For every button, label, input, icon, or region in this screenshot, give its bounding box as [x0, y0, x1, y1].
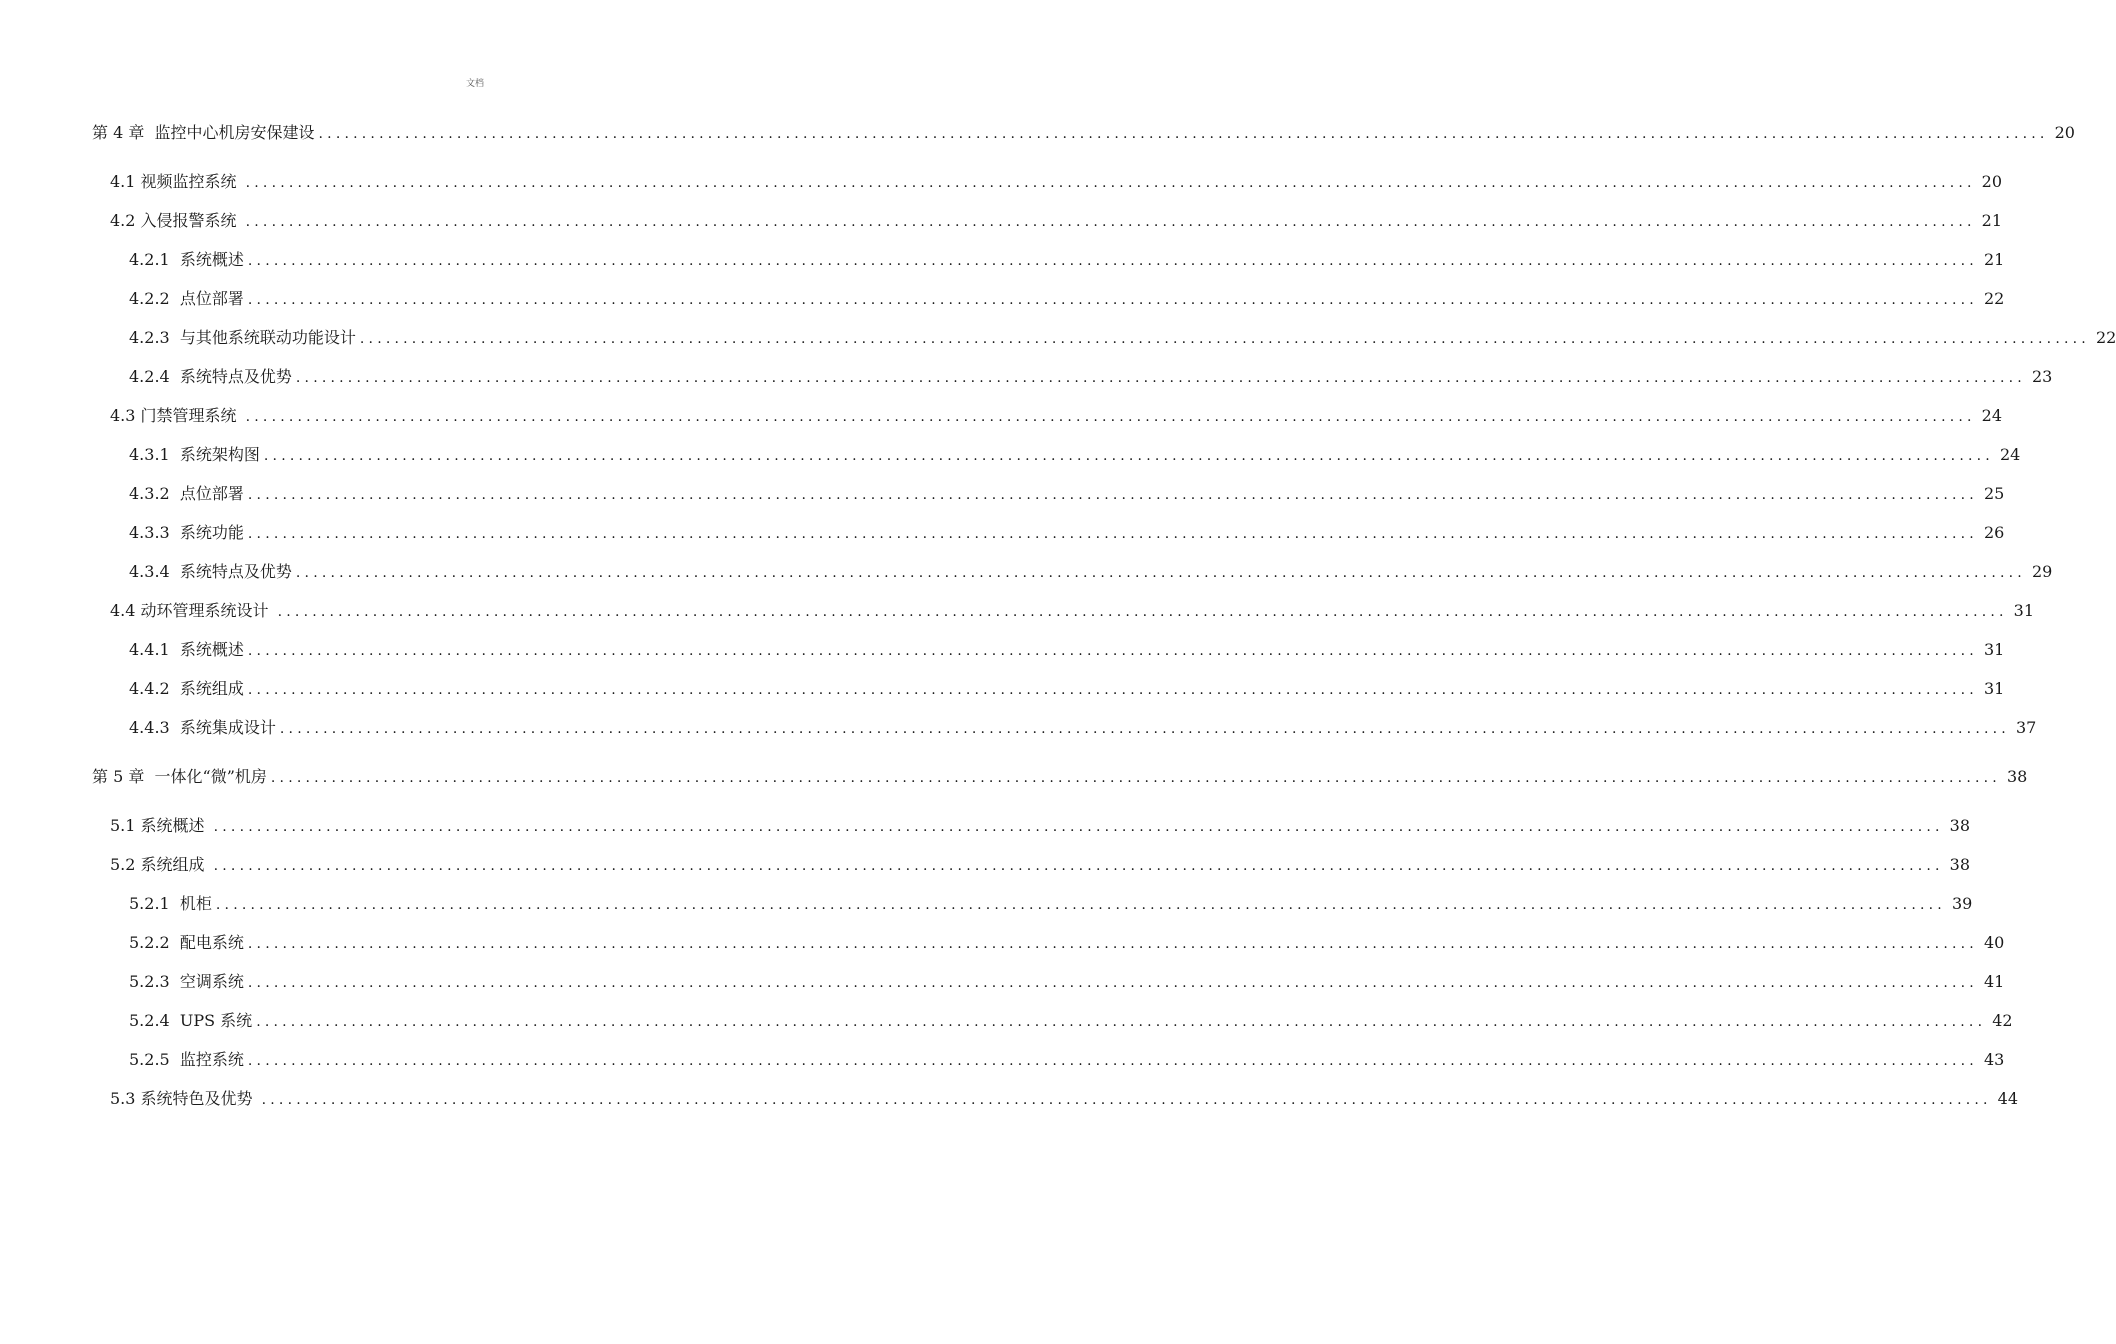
- toc-leader-dots: ........................................................................................................................................................................................................: [295, 565, 2026, 581]
- toc-entry-label: 5.1 系统概述: [110, 816, 210, 835]
- toc-leader-dots: ........................................................................................................................................................................................................: [245, 214, 1976, 230]
- toc-entry-page: 41: [1983, 972, 2005, 991]
- toc-entry-4-3-3[interactable]: [129, 523, 2005, 543]
- toc-leader-dots: ........................................................................................................................................................................................................: [318, 126, 2049, 142]
- toc-entry-5-2-4[interactable]: [129, 1011, 2013, 1031]
- toc-leader-dots: ........................................................................................................................................................................................................: [359, 331, 2090, 347]
- toc-entry-4-3-1[interactable]: [129, 445, 2021, 465]
- toc-entry-page: 23: [2031, 367, 2053, 386]
- toc-entry-label: 4.2 入侵报警系统: [110, 211, 242, 230]
- toc-entry-4-3-2[interactable]: [129, 484, 2005, 504]
- toc-leader-dots: ........................................................................................................................................................................................................: [247, 487, 1978, 503]
- toc-entry-4-2[interactable]: [110, 211, 2003, 231]
- toc-entry-label: 5.2.4 UPS 系统: [129, 1011, 253, 1030]
- toc-entry-page: 44: [1997, 1089, 2019, 1108]
- toc-leader-dots: ........................................................................................................................................................................................................: [245, 409, 1976, 425]
- toc-entry-page: 31: [1983, 640, 2005, 659]
- toc-entry-label: 4.2.2 点位部署: [129, 289, 244, 308]
- toc-entry-4-4-3[interactable]: [129, 718, 2037, 738]
- toc-leader-dots: ........................................................................................................................................................................................................: [247, 643, 1978, 659]
- toc-leader-dots: ........................................................................................................................................................................................................: [261, 1092, 1992, 1108]
- toc-leader-dots: ........................................................................................................................................................................................................: [247, 292, 1978, 308]
- toc-entry-4-2-4[interactable]: [129, 367, 2053, 387]
- toc-entry-page: 38: [1949, 855, 1971, 874]
- toc-entry-page: 42: [1992, 1011, 2013, 1030]
- toc-entry-label: 4.2.1 系统概述: [129, 250, 244, 269]
- toc-leader-dots: ........................................................................................................................................................................................................: [295, 370, 2026, 386]
- toc-entry-page: 37: [2015, 718, 2037, 737]
- toc-entry-5-2-3[interactable]: [129, 972, 2005, 992]
- toc-entry-chapter-4[interactable]: [92, 123, 2075, 143]
- toc-entry-label: 4.1 视频监控系统: [110, 172, 242, 191]
- toc-entry-4-2-2[interactable]: [129, 289, 2005, 309]
- toc-entry-label: 5.3 系统特色及优势: [110, 1089, 258, 1108]
- toc-entry-4-4-1[interactable]: [129, 640, 2005, 660]
- toc-entry-5-1[interactable]: [110, 816, 1971, 836]
- toc-entry-page: 25: [1983, 484, 2005, 503]
- toc-entry-label: 5.2.3 空调系统: [129, 972, 244, 991]
- page-header: 文档: [465, 79, 484, 89]
- toc-entry-label: 4.3.4 系统特点及优势: [129, 562, 292, 581]
- toc-entry-page: 38: [2006, 767, 2028, 786]
- toc-entry-5-2-1[interactable]: [129, 894, 1973, 914]
- toc-entry-label: 5.2 系统组成: [110, 855, 210, 874]
- toc-leader-dots: ........................................................................................................................................................................................................: [247, 975, 1978, 991]
- toc-entry-4-2-1[interactable]: [129, 250, 2005, 270]
- toc-leader-dots: ........................................................................................................................................................................................................: [277, 604, 2008, 620]
- toc-entry-page: 31: [2013, 601, 2035, 620]
- toc-leader-dots: ........................................................................................................................................................................................................: [247, 682, 1978, 698]
- toc-entry-4-3[interactable]: [110, 406, 2003, 426]
- toc-entry-page: 21: [1983, 250, 2005, 269]
- toc-entry-page: 22: [1983, 289, 2005, 308]
- toc-entry-label: 4.2.4 系统特点及优势: [129, 367, 292, 386]
- toc-leader-dots: ........................................................................................................................................................................................................: [263, 448, 1994, 464]
- toc-entry-page: 20: [1981, 172, 2003, 191]
- toc-leader-dots: ........................................................................................................................................................................................................: [256, 1014, 1987, 1030]
- toc-entry-page: 29: [2031, 562, 2053, 581]
- toc-entry-label: 4.2.3 与其他系统联动功能设计: [129, 328, 356, 347]
- toc-entry-page: 43: [1983, 1050, 2005, 1069]
- toc-entry-label: 5.2.5 监控系统: [129, 1050, 244, 1069]
- toc-entry-page: 40: [1983, 933, 2005, 952]
- toc-entry-page: 31: [1983, 679, 2005, 698]
- toc-entry-4-2-3[interactable]: [129, 328, 2116, 348]
- toc-leader-dots: ........................................................................................................................................................................................................: [215, 897, 1946, 913]
- toc-entry-page: 24: [1999, 445, 2021, 464]
- toc-leader-dots: ........................................................................................................................................................................................................: [247, 1053, 1978, 1069]
- toc-entry-5-2[interactable]: [110, 855, 1971, 875]
- toc-leader-dots: ........................................................................................................................................................................................................: [247, 526, 1978, 542]
- toc-entry-page: 22: [2095, 328, 2116, 347]
- toc-entry-4-4-2[interactable]: [129, 679, 2005, 699]
- toc-entry-label: 第 5 章 一体化“微”机房: [92, 767, 267, 786]
- toc-entry-4-1[interactable]: [110, 172, 2003, 192]
- toc-entry-page: 39: [1951, 894, 1973, 913]
- toc-leader-dots: ........................................................................................................................................................................................................: [270, 770, 2001, 786]
- toc-entry-label: 4.3.1 系统架构图: [129, 445, 260, 464]
- toc-entry-label: 4.4 动环管理系统设计: [110, 601, 274, 620]
- toc-entry-label: 第 4 章 监控中心机房安保建设: [92, 123, 315, 142]
- toc-entry-page: 21: [1981, 211, 2003, 230]
- toc-entry-label: 5.2.2 配电系统: [129, 933, 244, 952]
- toc-entry-label: 4.4.1 系统概述: [129, 640, 244, 659]
- toc-leader-dots: ........................................................................................................................................................................................................: [247, 253, 1978, 269]
- toc-entry-label: 4.4.2 系统组成: [129, 679, 244, 698]
- toc-entry-5-2-5[interactable]: [129, 1050, 2005, 1070]
- toc-entry-page: 26: [1983, 523, 2005, 542]
- toc-entry-label: 5.2.1 机柜: [129, 894, 212, 913]
- toc-entry-label: 4.3.2 点位部署: [129, 484, 244, 503]
- toc-entry-5-2-2[interactable]: [129, 933, 2005, 953]
- toc-entry-label: 4.3 门禁管理系统: [110, 406, 242, 425]
- toc-entry-chapter-5[interactable]: [92, 767, 2028, 787]
- toc-leader-dots: ........................................................................................................................................................................................................: [213, 858, 1944, 874]
- toc-leader-dots: ........................................................................................................................................................................................................: [279, 721, 2010, 737]
- toc-entry-page: 38: [1949, 816, 1971, 835]
- toc-entry-4-3-4[interactable]: [129, 562, 2053, 582]
- toc-entry-page: 24: [1981, 406, 2003, 425]
- toc-leader-dots: ........................................................................................................................................................................................................: [247, 936, 1978, 952]
- toc-leader-dots: ........................................................................................................................................................................................................: [213, 819, 1944, 835]
- toc-entry-page: 20: [2054, 123, 2075, 142]
- toc-entry-label: 4.4.3 系统集成设计: [129, 718, 276, 737]
- toc-entry-label: 4.3.3 系统功能: [129, 523, 244, 542]
- toc-entry-5-3[interactable]: [110, 1089, 2019, 1109]
- toc-entry-4-4[interactable]: [110, 601, 2035, 621]
- toc-leader-dots: ........................................................................................................................................................................................................: [245, 175, 1976, 191]
